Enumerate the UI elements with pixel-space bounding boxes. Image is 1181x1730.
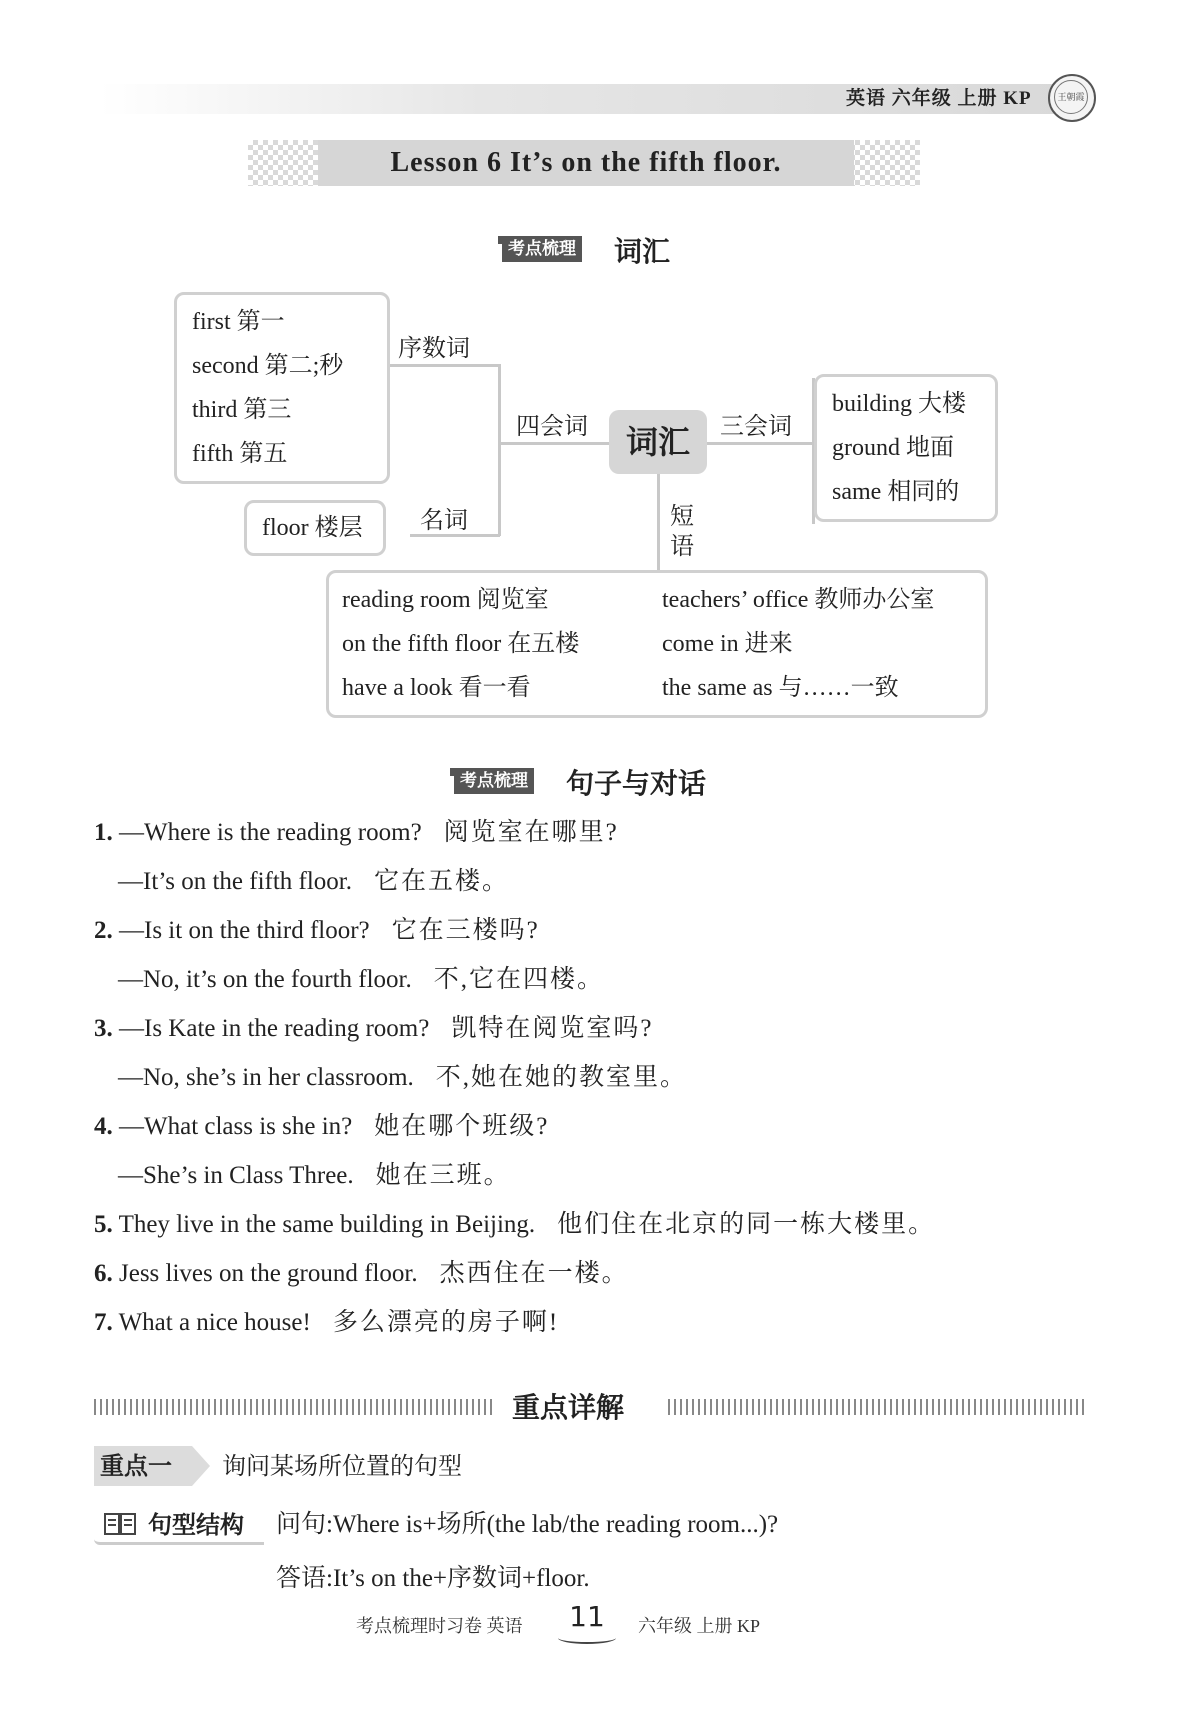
sentence-en: —Is Kate in the reading room?: [119, 1015, 430, 1042]
divider-ticks-right: [668, 1399, 1088, 1415]
three-skill-label: 三会词: [720, 412, 792, 440]
sentence-number: 5.: [94, 1211, 113, 1238]
connector: [498, 442, 610, 445]
sentence-line: [94, 1110, 549, 1144]
sentence-en: —No, she’s in her classroom.: [118, 1064, 414, 1091]
sentence-cn: 不,她在她的教室里。: [435, 1064, 688, 1091]
sentence-cn: 她在哪个班级?: [374, 1113, 550, 1140]
sentence-line: [118, 865, 509, 899]
footer-right: 六年级 上册 KP: [638, 1616, 761, 1636]
phrase: come in 进来: [662, 631, 793, 657]
sentence-line: [118, 1061, 687, 1095]
sentence-cn: 它在五楼。: [374, 868, 510, 895]
sentence-title: 句子与对话: [566, 767, 707, 800]
sentence-line: [118, 1159, 511, 1193]
vocab-title: 词汇: [614, 235, 671, 268]
phrase: on the fifth floor 在五楼: [342, 631, 580, 657]
phrase-label: 语: [670, 532, 694, 560]
sentence-en: —What class is she in?: [119, 1113, 353, 1140]
sentence-line: [94, 816, 619, 850]
ordinal-word: fifth 第五: [192, 441, 288, 467]
point-text: 询问某场所位置的句型: [222, 1452, 462, 1480]
mindmap-center: 词汇: [609, 410, 707, 474]
phrase: reading room 阅览室: [342, 587, 549, 613]
sentence-cn: 杰西住在一楼。: [439, 1260, 629, 1287]
sentence-line: [94, 1012, 653, 1046]
phrase-label: 短: [670, 502, 694, 530]
four-skill-label: 四会词: [516, 412, 588, 440]
sentence-en: —She’s in Class Three.: [118, 1162, 354, 1189]
footer-left: 考点梳理时习卷 英语: [356, 1616, 523, 1636]
page-number: 11: [569, 1600, 605, 1633]
lesson-title: Lesson 6 It’s on the fifth floor.: [390, 147, 782, 178]
sentence-en: —No, it’s on the fourth floor.: [118, 966, 412, 993]
ordinal-word: third 第三: [192, 397, 292, 423]
sentence-cn: 阅览室在哪里?: [443, 819, 619, 846]
sentence-line: [94, 914, 540, 948]
sentence-en: Jess lives on the ground floor.: [119, 1260, 418, 1287]
sentence-badge: 考点梳理: [454, 768, 534, 794]
sentence-en: —Where is the reading room?: [119, 819, 422, 846]
divider-ticks-left: [94, 1399, 492, 1415]
sentence-en: They live in the same building in Beijing.: [118, 1211, 536, 1238]
sentence-line: [118, 963, 604, 997]
connector: [706, 442, 814, 445]
sentence-line: [94, 1257, 629, 1291]
phrase: the same as 与……一致: [662, 675, 899, 701]
three-skill-word: building 大楼: [832, 391, 967, 417]
sentence-cn: 它在三楼吗?: [391, 917, 540, 944]
sentence-line: [94, 1208, 935, 1242]
sentence-cn: 她在三班。: [375, 1162, 511, 1189]
phrase: have a look 看一看: [342, 675, 531, 701]
ordinal-word: second 第二;秒: [192, 353, 344, 379]
sentence-cn: 凯特在阅览室吗?: [451, 1015, 654, 1042]
three-skill-word: ground 地面: [832, 435, 954, 461]
sentence-number: 4.: [94, 1113, 113, 1140]
phrase: teachers’ office 教师办公室: [662, 587, 935, 613]
three-skill-word: same 相同的: [832, 479, 960, 505]
vocab-badge: 考点梳理: [502, 236, 582, 262]
sentence-number: 3.: [94, 1015, 113, 1042]
sentence-cn: 不,它在四楼。: [433, 966, 604, 993]
point-label: 重点一: [94, 1446, 192, 1486]
connector: [498, 364, 501, 536]
key-section-title: 重点详解: [512, 1391, 625, 1424]
sentence-cn: 多么漂亮的房子啊!: [332, 1309, 560, 1336]
noun-label: 名词: [420, 506, 468, 534]
sentence-en: —Is it on the third floor?: [119, 917, 370, 944]
seal-text: 王朝霞: [1054, 80, 1088, 114]
sentence-number: 6.: [94, 1260, 113, 1287]
connector: [386, 364, 500, 367]
question-pattern: 问句:Where is+场所(the lab/the reading room...)?: [276, 1511, 779, 1538]
ordinal-label: 序数词: [398, 334, 470, 362]
noun-word: floor 楼层: [262, 515, 363, 541]
answer-pattern: 答语:It’s on the+序数词+floor.: [276, 1565, 590, 1592]
book-icon: [104, 1512, 136, 1536]
connector: [657, 474, 660, 574]
sentence-number: 2.: [94, 917, 113, 944]
sentence-number: 1.: [94, 819, 113, 846]
page-number-curve: [558, 1632, 616, 1644]
sentence-number: 7.: [94, 1309, 113, 1336]
sentence-en: What a nice house!: [118, 1309, 311, 1336]
sentence-en: —It’s on the fifth floor.: [118, 868, 352, 895]
point-arrow-icon: [192, 1446, 210, 1486]
sentence-cn: 他们住在北京的同一栋大楼里。: [557, 1211, 936, 1238]
sentence-line: [94, 1306, 559, 1340]
ordinal-word: first 第一: [192, 309, 285, 335]
structure-label: 句型结构: [148, 1511, 244, 1539]
subject-info: 英语 六年级 上册 KP: [846, 88, 1032, 109]
